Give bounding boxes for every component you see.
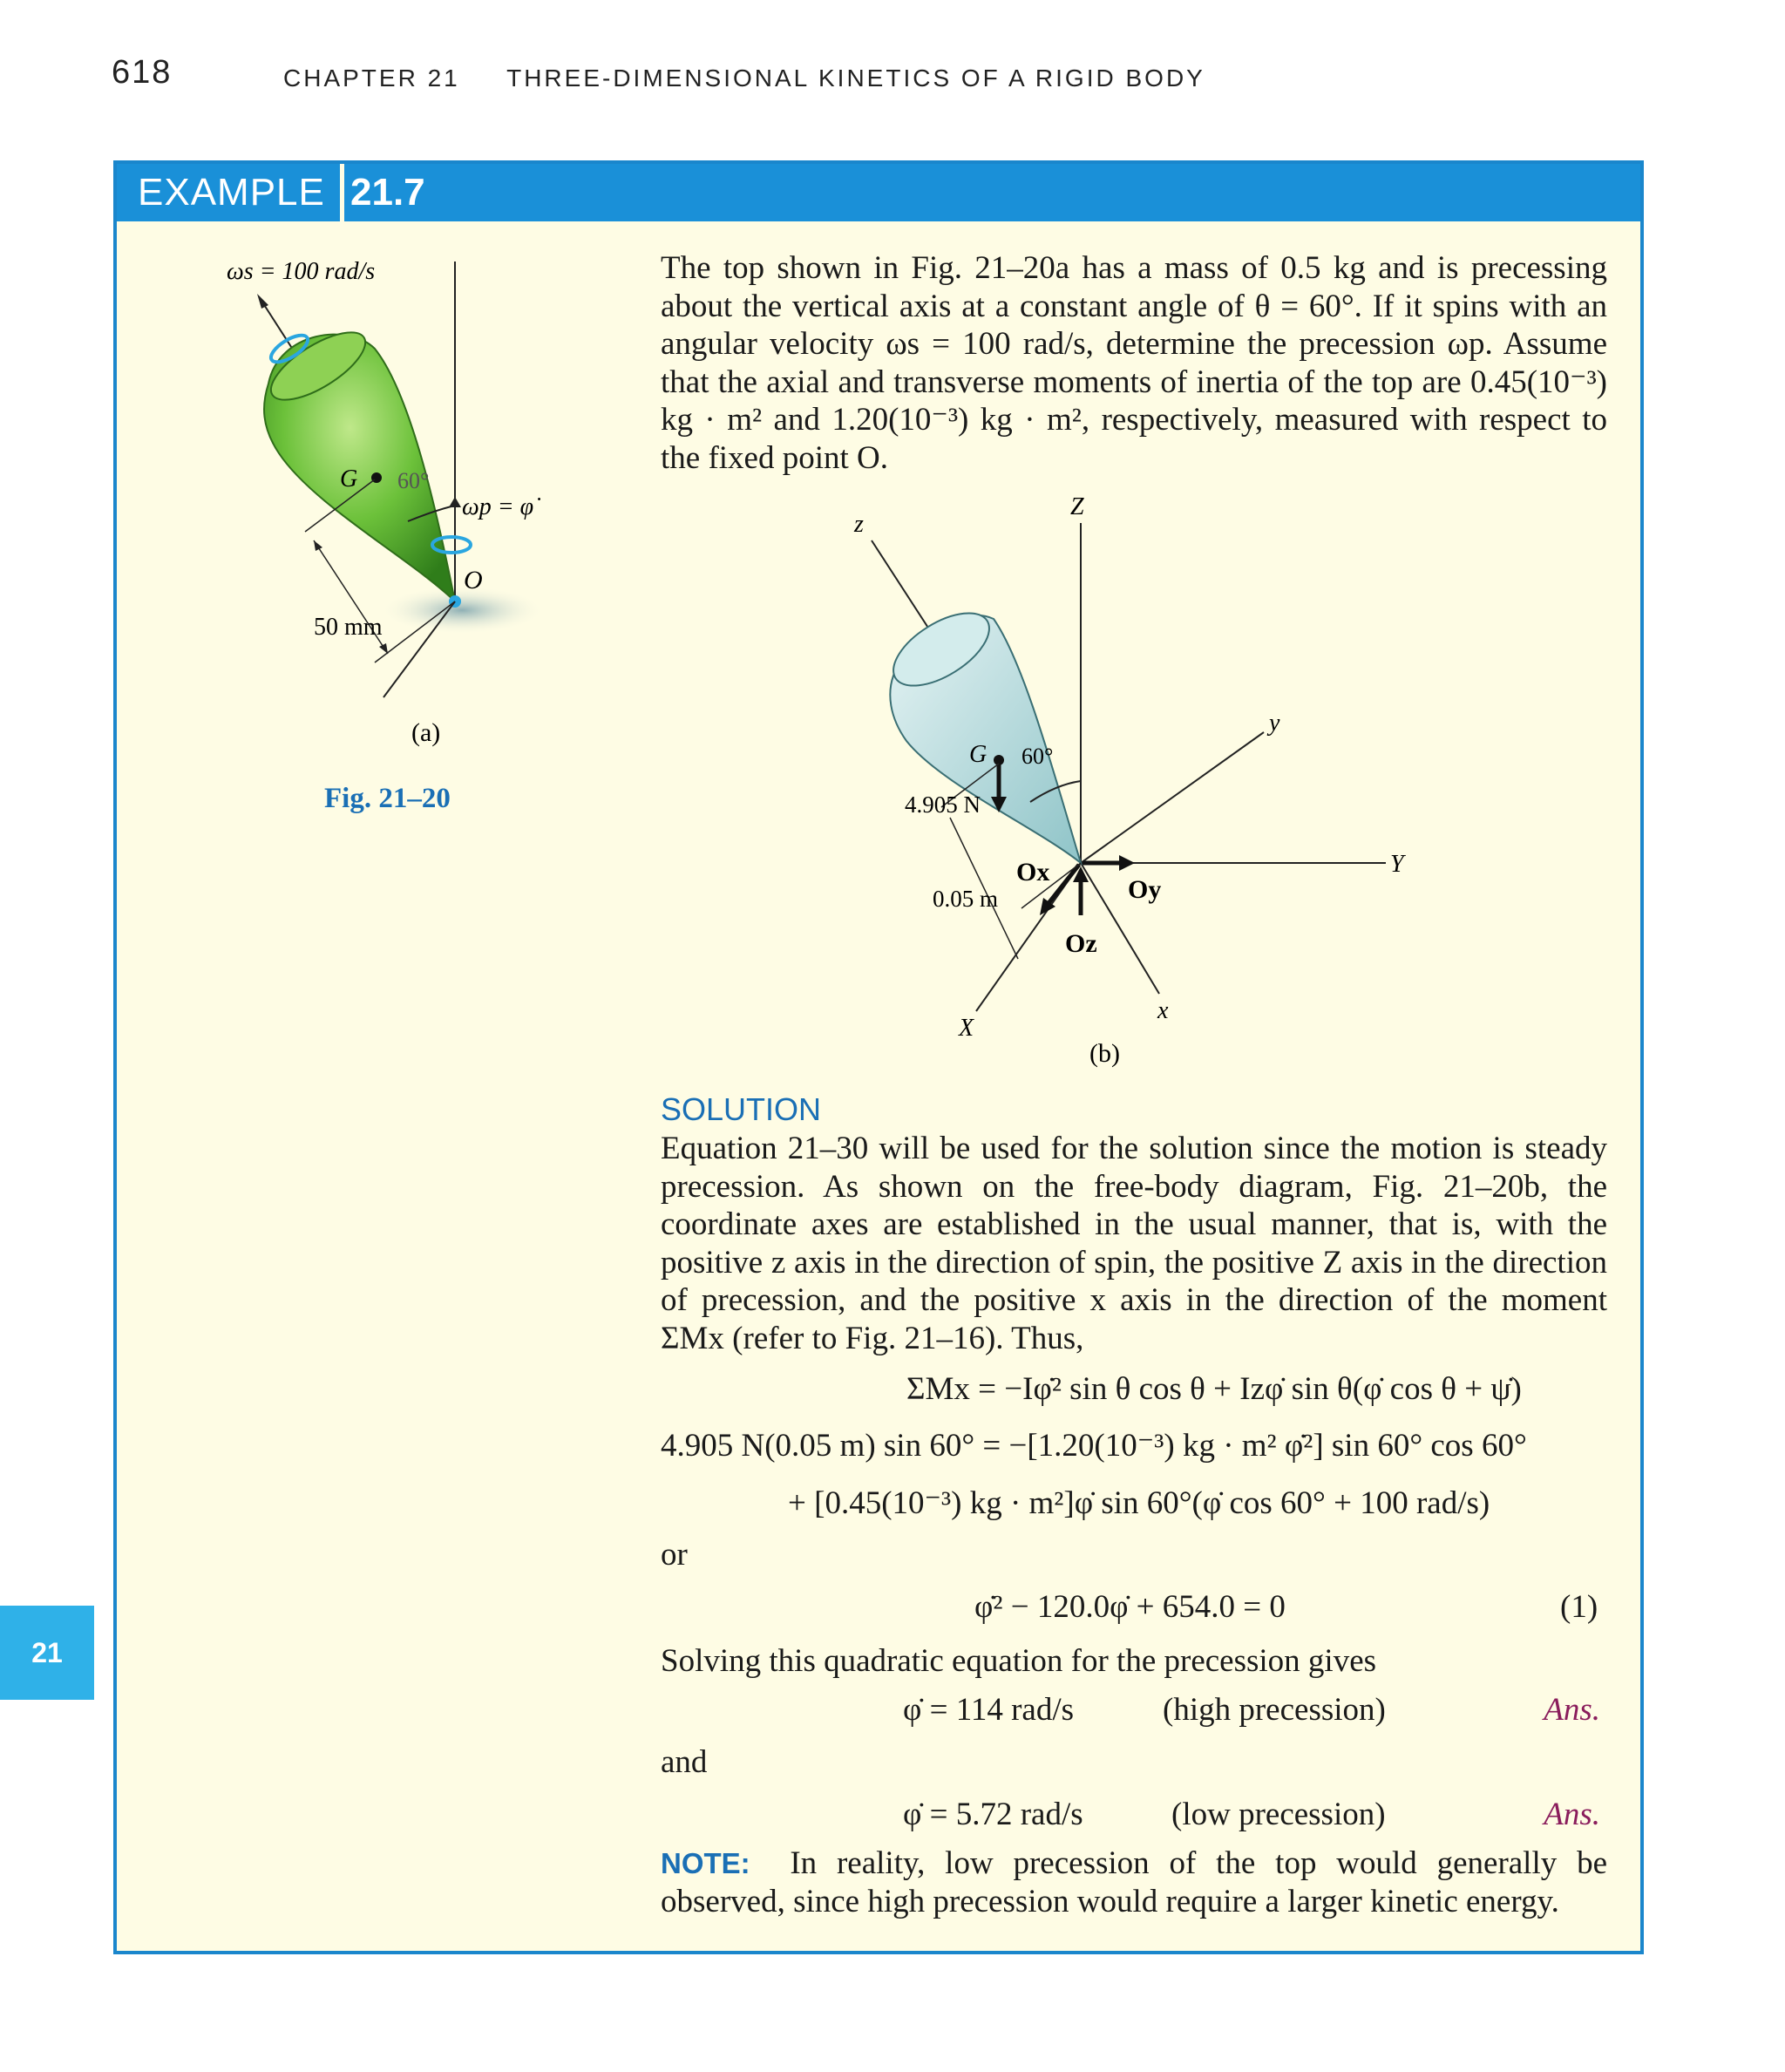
shadow xyxy=(379,586,545,635)
example-number: 21.7 xyxy=(350,171,425,214)
Oy-arrow-head xyxy=(1119,855,1135,871)
x-label: x xyxy=(1157,997,1169,1024)
chapter-side-tab: 21 xyxy=(0,1606,94,1700)
problem-statement: The top shown in Fig. 21–20a has a mass of 0.5 kg and is precessing about the vertical axis at a constant angle of θ = 60°. If it spins with an angular velocity ωs = 100 rad/s, determine the precession ωp. Assume that the axial and transverse moments of inertia of the top are 0.45(10⁻³) kg · m² and 1.20(10⁻³) kg · m², respectively, measured with respect to the fixed point O. xyxy=(661,250,1607,476)
answer-low: φ̇ = 5.72 rad/s xyxy=(903,1797,1083,1832)
figure-a-spinning-top xyxy=(174,244,558,776)
Oz-label: Oz xyxy=(1065,929,1097,958)
z-label: z xyxy=(854,511,864,538)
precession-arrow-head xyxy=(449,497,461,507)
ans-label-2: Ans. xyxy=(1544,1797,1600,1832)
or-text: or xyxy=(661,1537,688,1573)
chapter-header xyxy=(283,65,1205,92)
angle-label-b: 60° xyxy=(1021,744,1054,769)
sub-caption-b: (b) xyxy=(1089,1039,1120,1068)
X-label: X xyxy=(959,1015,974,1042)
equation-quadratic: φ̇² − 120.0φ̇ + 654.0 = 0 xyxy=(974,1589,1286,1625)
title-separator xyxy=(340,164,344,221)
equation-moment: ΣMx = −Iφ̇² sin θ cos θ + Izφ̇ sin θ(φ̇ cos θ + ψ̇) xyxy=(906,1371,1522,1407)
chapter-number: CHAPTER 21 xyxy=(283,65,460,92)
G-label: G xyxy=(340,465,358,493)
answer-high: φ̇ = 114 rad/s xyxy=(903,1692,1075,1728)
figure-caption: Fig. 21–20 xyxy=(324,783,451,814)
equation-substitution-2: + [0.45(10⁻³) kg · m²]φ̇ sin 60°(φ̇ cos 60° + 100 rad/s) xyxy=(788,1485,1490,1521)
ans-label-1: Ans. xyxy=(1544,1692,1600,1728)
Y-label: Y xyxy=(1390,851,1404,878)
note-label: NOTE: xyxy=(661,1847,750,1879)
note-text: In reality, low precession of the top would generally be observed, since high precession would require a larger kinetic energy. xyxy=(661,1845,1607,1919)
answer-low-note: (low precession) xyxy=(1171,1797,1386,1832)
figure-b-free-body-diagram xyxy=(828,488,1456,1090)
O-label: O xyxy=(464,566,483,594)
solving-text: Solving this quadratic equation for the precession gives xyxy=(661,1643,1377,1679)
y-label: y xyxy=(1269,710,1280,737)
spin-arrow-head xyxy=(257,294,268,309)
note-paragraph xyxy=(661,1844,1607,1920)
equation-substitution-1: 4.905 N(0.05 m) sin 60° = −[1.20(10⁻³) kg · m² φ̇²] sin 60° cos 60° xyxy=(661,1428,1527,1464)
angle-label: 60° xyxy=(397,468,430,493)
G-label-b: G xyxy=(969,741,988,768)
example-title-bar xyxy=(117,164,1640,221)
solution-text: Equation 21–30 will be used for the solution since the motion is steady precession. As shown on the free-body diagram, Fig. 21–20b, the coordinate axes are established in the usual manner, that is, with the positive z axis in the direction of spin, the positive Z axis in the direction of precession, and the positive x axis in the direction of the moment ΣMx (refer to Fig. 21–16). Thus, xyxy=(661,1131,1607,1356)
chapter-title: THREE-DIMENSIONAL KINETICS OF A RIGID BODY xyxy=(506,65,1205,92)
sub-caption-a: (a) xyxy=(411,718,441,747)
page-number: 618 xyxy=(112,54,173,91)
answer-high-note: (high precession) xyxy=(1163,1692,1386,1728)
precession-label: ωp = φ̇ xyxy=(462,493,534,520)
weight-label: 4.905 N xyxy=(905,791,981,818)
equation-number: (1) xyxy=(1560,1589,1598,1625)
Z-label: Z xyxy=(1070,493,1084,520)
dimension-label-b: 0.05 m xyxy=(933,886,999,912)
dim-arrow-1 xyxy=(314,540,322,551)
y-axis xyxy=(1081,732,1264,863)
Oy-label: Oy xyxy=(1128,875,1162,904)
Ox-label: Ox xyxy=(1016,858,1050,887)
spin-label: ωs = 100 rad/s xyxy=(227,258,376,285)
and-text: and xyxy=(661,1744,708,1780)
solution-heading: SOLUTION xyxy=(661,1091,822,1127)
dimension-label: 50 mm xyxy=(314,614,383,641)
dim-arrow-2 xyxy=(379,643,388,654)
example-label: EXAMPLE xyxy=(138,171,325,214)
